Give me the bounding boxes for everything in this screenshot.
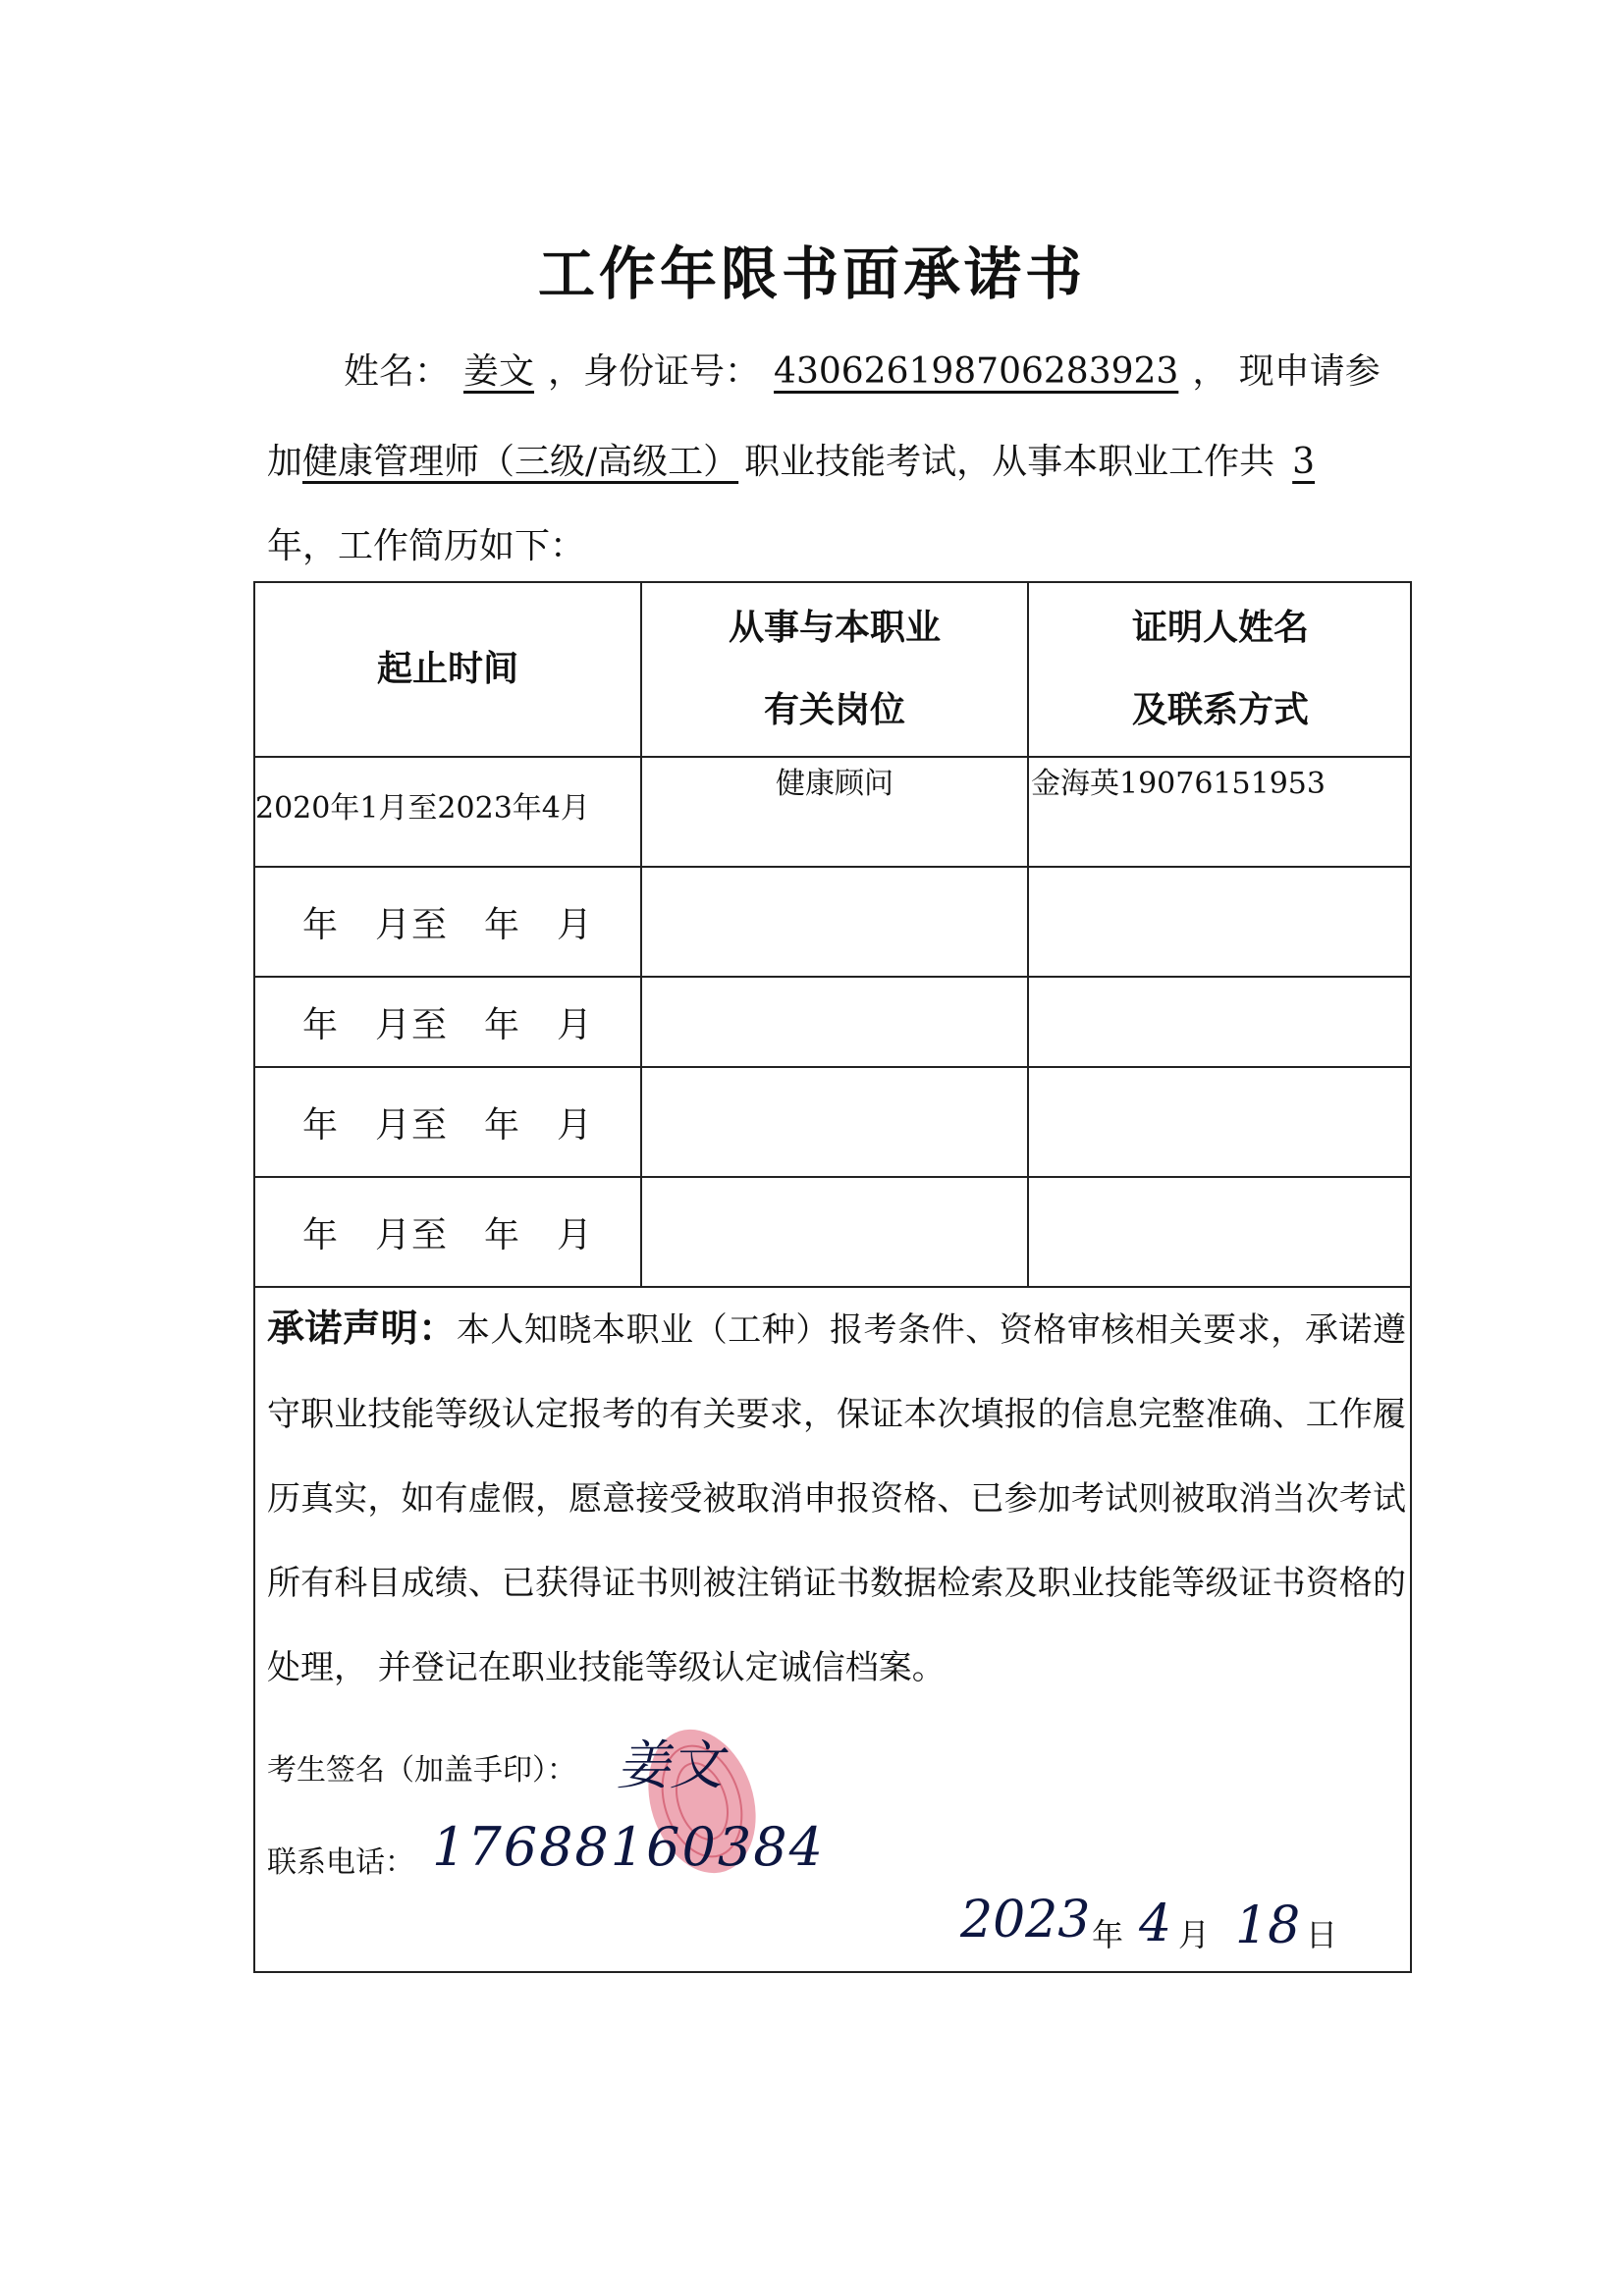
document-title: 工作年限书面承诺书 [537, 240, 1086, 307]
row2-period: 年 月至 年 月 [301, 904, 593, 945]
line2-prefix: 加 [267, 442, 303, 482]
line2-mid: 职业技能考试，从事本职业工作共 [744, 442, 1275, 482]
header-witness-line1: 证明人姓名 [1131, 608, 1309, 648]
row1-position: 健康顾问 [776, 767, 893, 801]
row5-period: 年 月至 年 月 [301, 1214, 593, 1255]
phone-label: 联系电话： [267, 1845, 414, 1880]
header-position-line1: 从事与本职业 [728, 608, 941, 648]
rule-header [253, 756, 1412, 758]
commitment-statement [267, 1286, 1406, 1710]
header-witness-line2: 及联系方式 [1131, 690, 1309, 730]
date-year: 2023 [960, 1891, 1091, 1949]
header-witness [1029, 583, 1412, 756]
exam-name: 健康管理师（三级/高级工） [302, 442, 739, 482]
row1-witness: 金海英19076151953 [1031, 767, 1326, 801]
date-day: 18 [1235, 1896, 1301, 1955]
date-year-label: 年 [1092, 1916, 1124, 1953]
id-label: ，身份证号： [548, 351, 761, 392]
signature-label: 考生签名（加盖手印）： [267, 1753, 576, 1788]
intro-line-3: 年，工作简历如下： [267, 526, 586, 566]
years-value: 3 [1292, 442, 1316, 482]
statement-heading: 承诺声明： [267, 1307, 457, 1350]
date-month-label: 月 [1178, 1916, 1211, 1953]
statement-body: 本人知晓本职业（工种）报考条件、资格审核相关要求，承诺遵守职业技能等级认定报考的有关要求，保证本次填报的信息完整准确、工作履历真实，如有虚假，愿意接受被取消申报资格、已参加考试则被取消当次考试所有科目成绩、已获得证书则被注销证书数据检索及职业技能等级证书资格的处理， 并登记在职业技能等级认定诚信档案。 [267, 1310, 1406, 1687]
intro-line-1 [344, 344, 1380, 394]
header-position-line2: 有关岗位 [763, 690, 905, 730]
header-position [642, 583, 1027, 756]
handwritten-signature: 姜文 [617, 1735, 723, 1796]
intro-line-2 [267, 434, 1332, 484]
name-value: 姜文 [463, 351, 535, 392]
date-month: 4 [1139, 1895, 1172, 1953]
row3-period: 年 月至 年 月 [301, 1004, 593, 1045]
row4-period: 年 月至 年 月 [301, 1104, 593, 1146]
id-number-value: 430626198706283923 [774, 351, 1179, 392]
row1-period: 2020年1月至2023年4月 [255, 791, 590, 826]
handwritten-phone: 17688160384 [432, 1816, 825, 1878]
apply-text: ， 现申请参 [1192, 351, 1380, 392]
name-label: 姓名： [344, 351, 451, 392]
header-period: 起止时间 [376, 649, 518, 689]
date-day-label: 日 [1306, 1916, 1338, 1953]
